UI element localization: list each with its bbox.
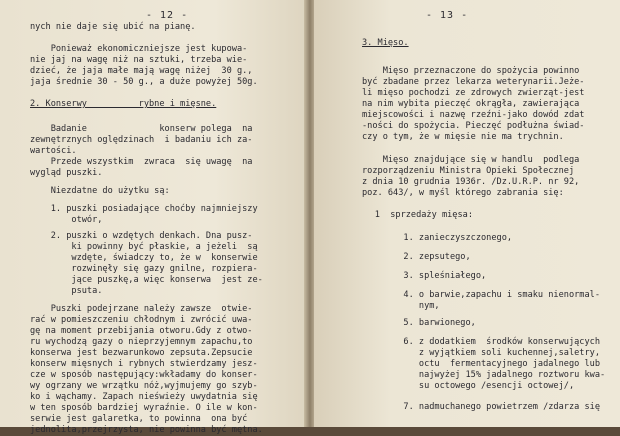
list-item: z wyjątkiem soli kuchennej,saletry, — [362, 348, 600, 358]
list-item: wzdęte, świadczy to, że w konserwie — [30, 253, 258, 263]
text-line: ru wychodzą gazy o nieprzyjemnym zapachu,to — [30, 337, 253, 347]
text-line: rozporządzeniu Ministra Opieki Społecznej — [362, 166, 575, 176]
text-line: nych nie daje się ubić na pianę. — [30, 22, 196, 32]
list-item: 4. o barwie,zapachu i smaku nienormal- — [362, 290, 600, 300]
text-line: wartości. — [30, 146, 77, 156]
page-number: - 13 - — [426, 10, 469, 21]
left-page — [0, 0, 306, 435]
text-line: Badanie konserw polega na — [30, 124, 253, 134]
text-line: być zbadane przez lekarza weterynarii.Jeże- — [362, 77, 585, 87]
list-item: ki powinny być płaskie, a jeżeli są — [30, 242, 258, 252]
text-line: serwie jest galaretka, to powinna ona być — [30, 414, 248, 424]
text-line: nie jaj na wagę niż na sztuki, trzeba wie- — [30, 55, 248, 65]
text-line: w ten sposób bardziej wyraźnie. O ile w kon- — [30, 403, 258, 413]
list-item: 1. puszki posiadające choćby najmniejszy — [30, 204, 258, 214]
text-line: Mięso przeznaczone do spożycia powinno — [362, 66, 580, 76]
text-line: konserw mięsnych i rybnych stwierdzamy jesz- — [30, 359, 258, 369]
text-line: -ności do spożycia. Pieczęć podłużna świad- — [362, 121, 585, 131]
list-item: psuta. — [30, 286, 103, 296]
text-line: konserwa jest bezwarunkowo zepsuta.Zepsucie — [30, 348, 253, 358]
right-page — [314, 0, 620, 427]
text-line: Przede wszystkim zwraca się uwagę na — [30, 157, 253, 167]
text-line: zewnętrznych oględzinach i badaniu ich za- — [30, 135, 253, 145]
text-line: poz. 643/, w myśl którego zabrania się: — [362, 188, 564, 198]
list-item: nym, — [362, 301, 440, 311]
text-line: Mięso znajdujące się w handlu podlega — [362, 155, 580, 165]
list-item: najwyżej 15% jadalnego roztworu kwa- — [362, 370, 606, 380]
text-line: Ponieważ ekonomiczniejsze jest kupowa- — [30, 44, 248, 54]
text-line: rać w pomieszczeniu chłodnym i zwrócić uwa- — [30, 315, 253, 325]
text-line: gę na moment przebijania otworu.Gdy z otwo- — [30, 326, 253, 336]
text-line: jednolita,przejrzysta, nie powinna być mętna. — [30, 425, 263, 435]
text-line: 1 sprzedaży mięsa: — [354, 210, 473, 220]
text-line: na nim wybita pieczęć okrągła, zawierająca — [362, 99, 580, 109]
text-line: li mięso pochodzi ze zdrowych zwierząt-jest — [362, 88, 585, 98]
text-line: miejscowości i nazwę rzeźni-jako dowód zdat — [362, 110, 585, 120]
list-item: octu fermentacyjnego jadalnego lub — [362, 359, 600, 369]
text-line: jaja średnie 30 - 50 g., a duże powyżej 50g. — [30, 77, 258, 87]
list-item: 2. puszki o wzdętych denkach. Dna pusz- — [30, 231, 253, 241]
list-item: 6. z dodatkiem środków konserwujących — [362, 337, 600, 347]
text-line: wygląd puszki. — [30, 168, 103, 178]
text-line: czy o tym, że w mięsie nie ma trychnin. — [362, 132, 564, 142]
text-line: dzieć, że jaja małe mają wagę niżej 30 g., — [30, 66, 253, 76]
list-item: jące puszkę,a więc konserwa jest ze- — [30, 275, 263, 285]
list-item: 3. spleśniałego, — [362, 271, 487, 281]
list-item: otwór, — [30, 215, 103, 225]
section-heading: 2. Konserwy rybne i mięsne. — [30, 99, 217, 109]
list-item: rozwinęły się gazy gnilne, rozpiera- — [30, 264, 258, 274]
text-line: Puszki podejrzane należy zawsze otwie- — [30, 304, 253, 314]
list-item: 2. zepsutego, — [362, 252, 471, 262]
list-item: su octowego /esencji octowej/, — [362, 381, 575, 391]
text-line: wy ogrzany we wrzątku nóż,wyjmujemy go szyb- — [30, 381, 258, 391]
list-item: 5. barwionego, — [362, 318, 476, 328]
section-heading: 3. Mięso. — [362, 38, 409, 48]
text-line: cze w sposób następujący:wkładamy do konser- — [30, 370, 258, 380]
list-item: 7. nadmuchanego powietrzem /zdarza się — [362, 402, 600, 412]
list-item: 1. zanieczyszczonego, — [362, 233, 513, 243]
text-line: Niezdatne do użytku są: — [30, 186, 170, 196]
text-line: ko i wąchamy. Zapach nieświeży uwydatnia się — [30, 392, 258, 402]
page-number: - 12 - — [146, 10, 189, 21]
text-line: z dnia 10 grudnia 1936r. /Dz.U.R.P. nr 92, — [362, 177, 580, 187]
